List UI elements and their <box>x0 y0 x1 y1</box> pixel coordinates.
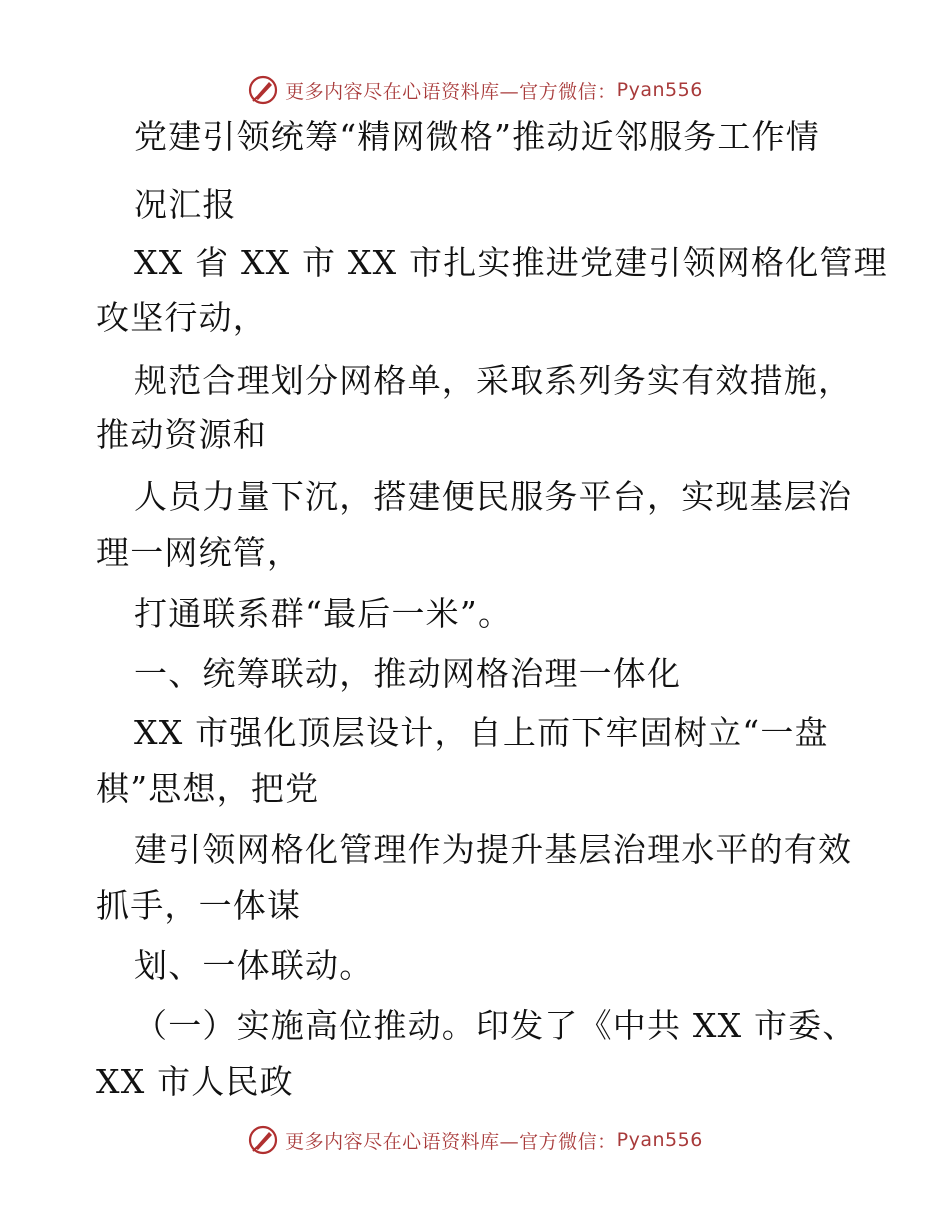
paragraph-line: 棋”思想，把党 <box>96 769 320 808</box>
paragraph-line: XX 省 XX 市 XX 市扎实推进党建引领网格化管理 <box>134 243 888 282</box>
watermark-wechat-id: Pyan556 <box>616 1129 703 1151</box>
footer-watermark <box>0 1120 950 1160</box>
header-watermark <box>0 70 950 110</box>
paragraph-line: 建引领网格化管理作为提升基层治理水平的有效 <box>134 830 853 869</box>
subsection-heading: （一）实施高位推动。印发了《中共 XX 市委、 <box>134 1006 857 1045</box>
title-line-1: 党建引领统筹“精网微格”推动近邻服务工作情 <box>134 117 820 156</box>
paragraph-line: 抓手，一体谋 <box>96 886 302 925</box>
paragraph-line: 推动资源和 <box>96 415 267 454</box>
paragraph-line: 打通联系群“最后一米”。 <box>134 594 513 633</box>
paragraph-line: 理一网统管， <box>96 533 302 572</box>
quill-pen-emblem-icon <box>247 74 279 106</box>
quill-pen-emblem-icon <box>247 1124 279 1156</box>
watermark-text: 更多内容尽在心语资料库—官方微信： <box>285 80 617 103</box>
paragraph-line: 划、一体联动。 <box>134 946 374 985</box>
paragraph-line: 规范合理划分网格单，采取系列务实有效措施， <box>134 361 853 400</box>
watermark-text: 更多内容尽在心语资料库—官方微信： <box>285 1130 617 1153</box>
section-heading: 一、统筹联动，推动网格治理一体化 <box>134 654 682 693</box>
paragraph-line: XX 市强化顶层设计，自上而下牢固树立“一盘 <box>134 713 829 752</box>
watermark-wechat-id: Pyan556 <box>616 79 703 101</box>
paragraph-line: 攻坚行动， <box>96 298 267 337</box>
paragraph-line: 人员力量下沉，搭建便民服务平台，实现基层治 <box>134 477 853 516</box>
title-line-2: 况汇报 <box>134 185 237 224</box>
paragraph-line: XX 市人民政 <box>96 1062 294 1101</box>
